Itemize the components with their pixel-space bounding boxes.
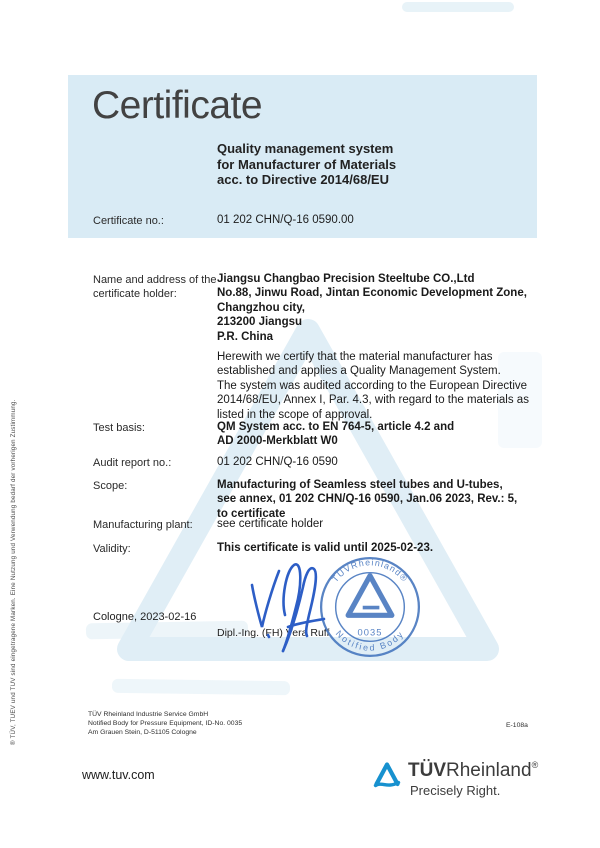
manufacturing-plant-value: see certificate holder	[217, 518, 324, 530]
validity-value: This certificate is valid until 2025-02-23.	[217, 542, 434, 554]
trademark-side-note: ® TÜV, TUEV und TUV sind eingetragene Marken. Eine Nutzung und Verwendung bedarf der vorherigen Zustimmung.	[10, 399, 17, 745]
stamp-number: 0035	[357, 627, 383, 638]
form-code: E-108a	[506, 722, 528, 729]
stamp-arc-top-text: TÜVRheinland®	[329, 557, 411, 585]
validity-label: Validity:	[93, 543, 131, 555]
website-link[interactable]: www.tuv.com	[82, 768, 155, 782]
manufacturing-plant-label: Manufacturing plant:	[93, 519, 193, 531]
stamp-triangle-icon	[348, 576, 392, 616]
holder-label: Name and address of the certificate holder:	[93, 274, 217, 300]
holder-value: Jiangsu Changbao Precision Steeltube CO.,Ltd No.88, Jinwu Road, Jintan Economic Development Zone, Changzhou city, 213200 Jiangsu P.R. China	[217, 273, 527, 343]
scope-value: Manufacturing of Seamless steel tubes and U-tubes, see annex, 01 202 CHN/Q-16 0590, Jan.06 2023, Rev.: 5, to certificate	[217, 479, 518, 520]
test-basis-value: QM System acc. to EN 764-5, article 4.2 and AD 2000-Merkblatt W0	[217, 421, 455, 448]
page-title: Certificate	[92, 84, 263, 127]
issuer-address: TÜV Rheinland Industrie Service GmbH Notified Body for Pressure Equipment, ID-No. 0035 Am Grauen Stein, D-51105 Cologne	[88, 711, 243, 736]
scope-label: Scope:	[93, 480, 128, 492]
tuv-logo-tagline: Precisely Right.	[410, 783, 501, 798]
certificate-number-label: Certificate no.:	[93, 215, 164, 227]
test-basis-label: Test basis:	[93, 422, 145, 434]
tuv-logo-wordmark: TÜVRheinland®	[408, 760, 539, 781]
audit-report-label: Audit report no.:	[93, 457, 172, 469]
place-and-date: Cologne, 2023-02-16	[93, 611, 197, 623]
audit-report-value: 01 202 CHN/Q-16 0590	[217, 456, 338, 468]
certificate-number-value: 01 202 CHN/Q-16 0590.00	[217, 214, 354, 226]
stamp-arc-bottom-text: Notified Body	[333, 628, 407, 653]
certificate-subtitle: Quality management system for Manufacturer of Materials acc. to Directive 2014/68/EU	[217, 141, 397, 187]
certification-statement: Herewith we certify that the material manufacturer has established and applies a Quality Management System. The system was audited according to the European Directive 2014/68/EU, Annex I, Par. 4.3, with regard to the materials as listed in the scope of approval.	[217, 351, 529, 421]
signer-name: Dipl.-Ing. (FH) Vera Ruff	[217, 627, 330, 639]
signature-handwriting	[236, 551, 344, 661]
